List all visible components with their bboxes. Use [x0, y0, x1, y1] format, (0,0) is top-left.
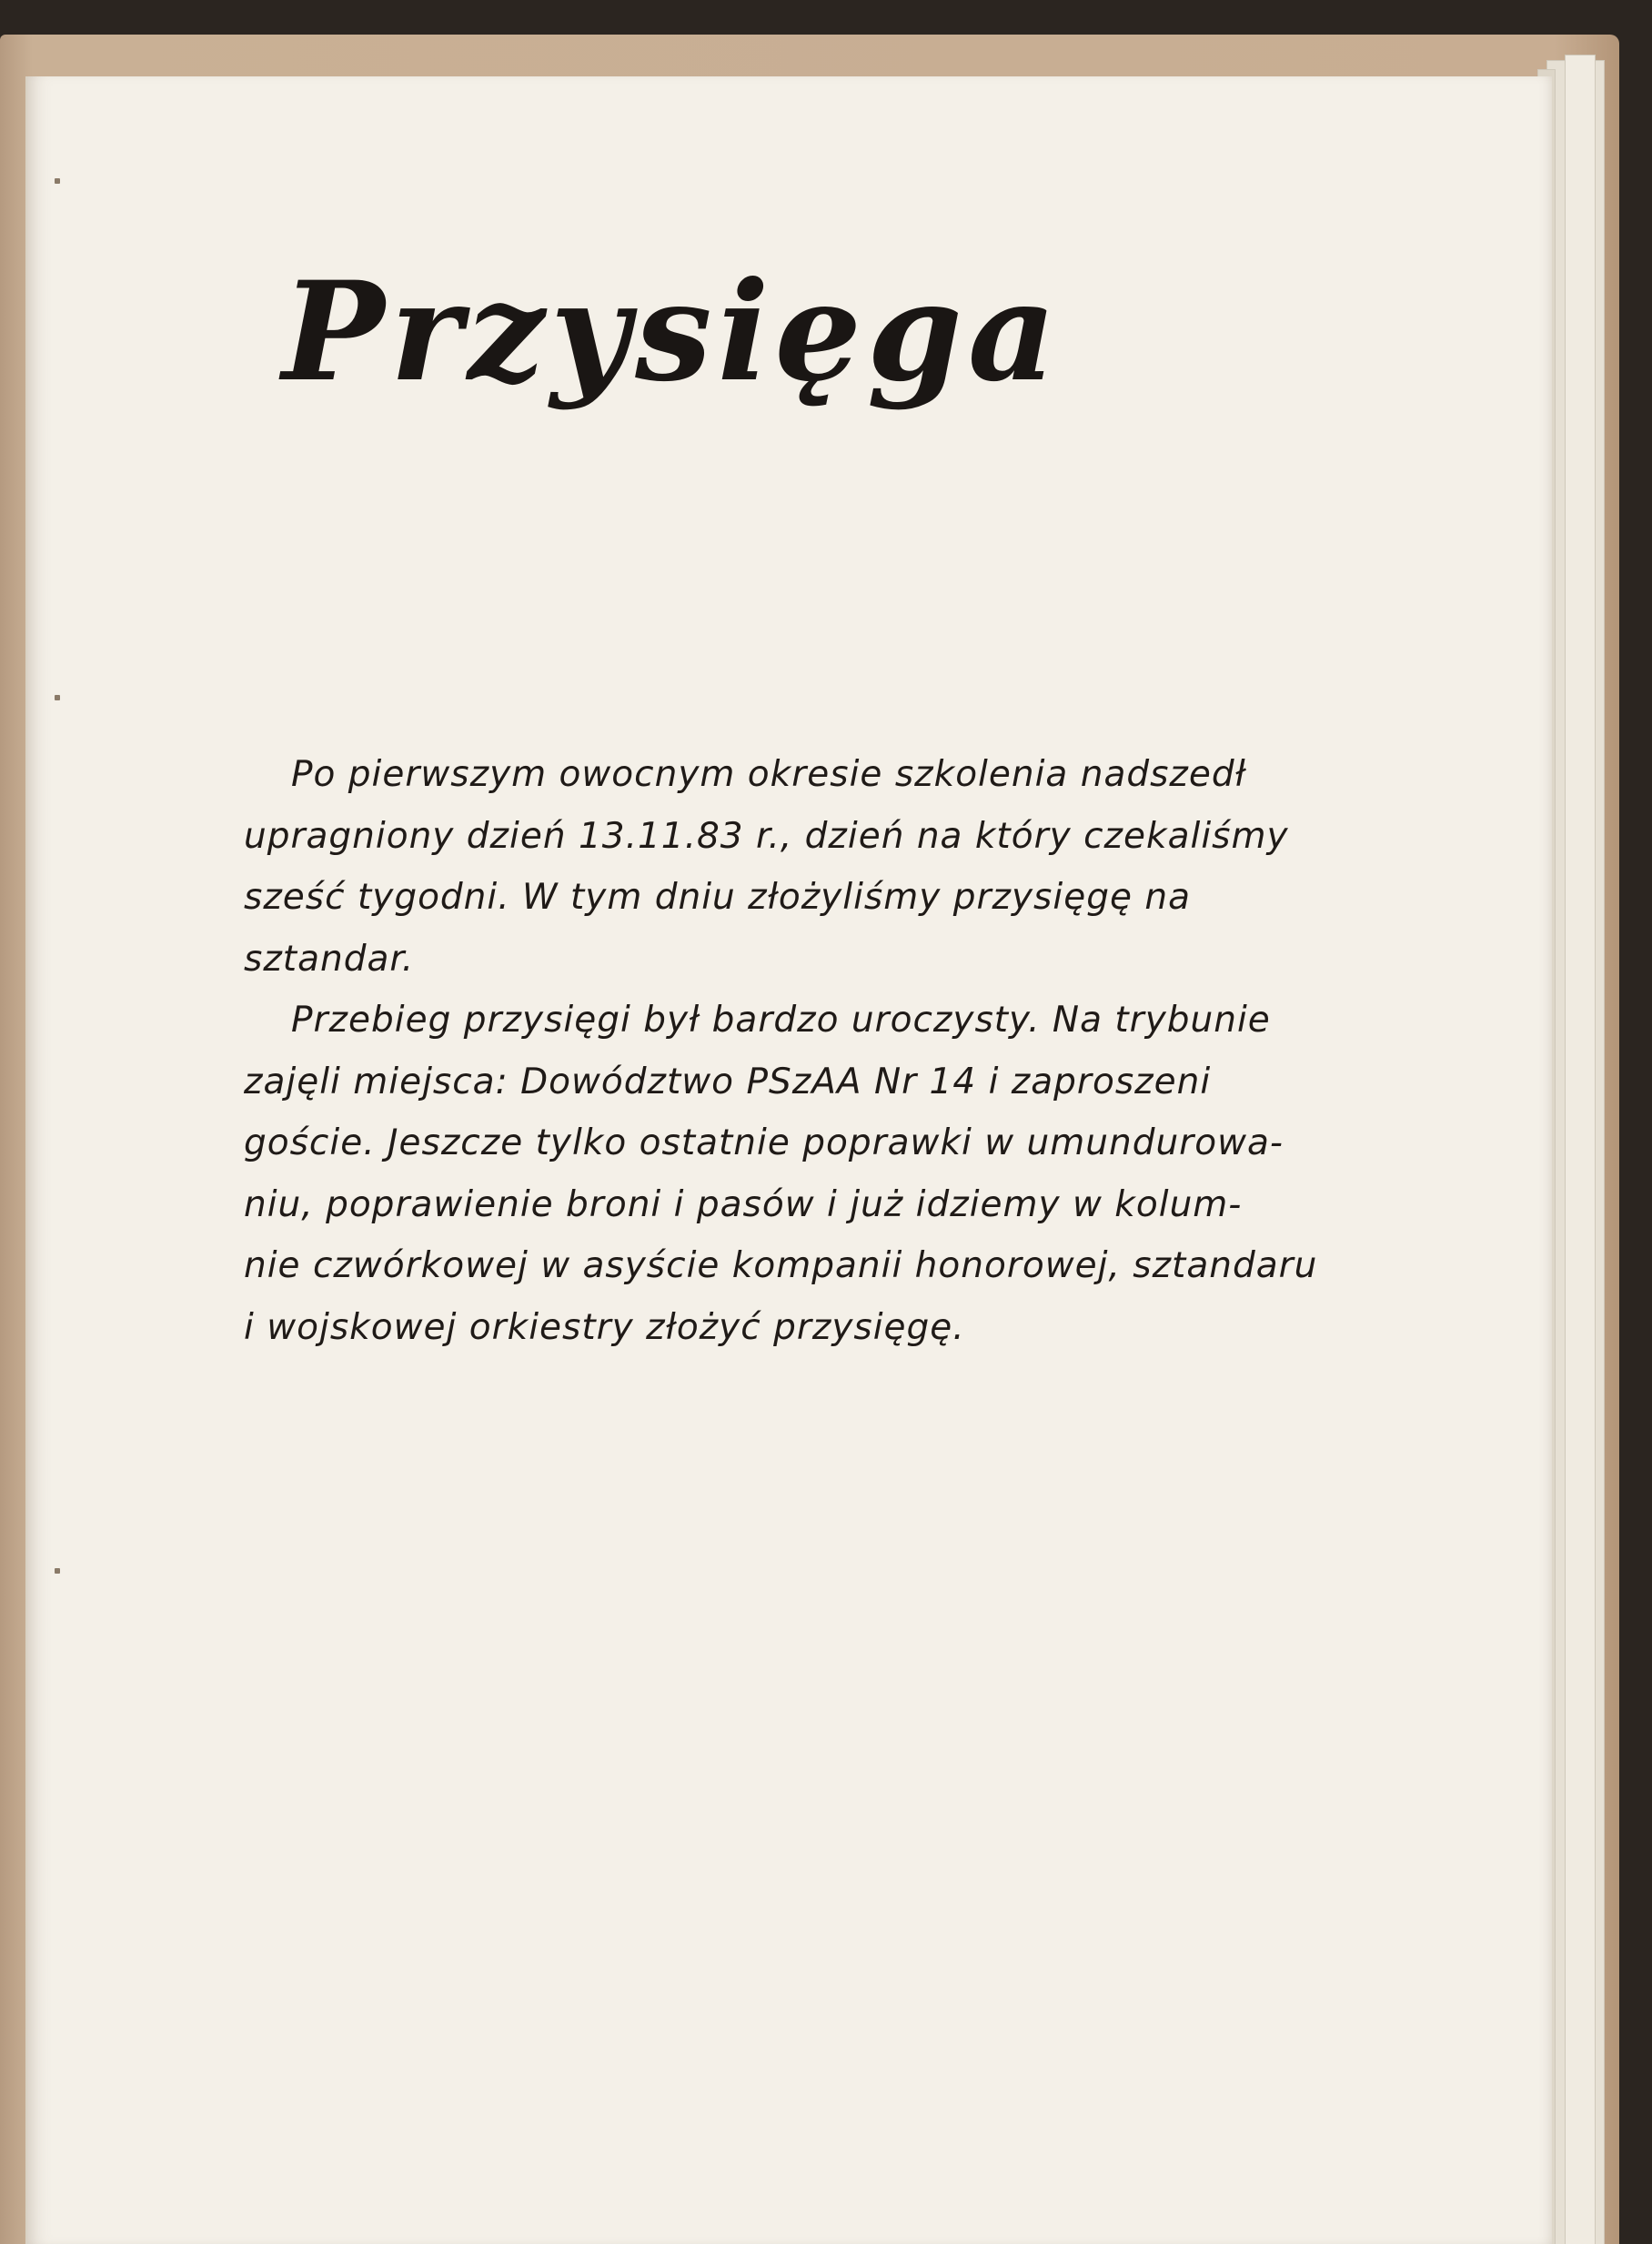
text-line: niu, poprawienie broni i pasów i już idziemy w kolum-	[244, 1183, 1243, 1225]
handwritten-text	[244, 744, 1536, 1358]
page-title: Przysięga	[282, 252, 1063, 412]
text-line: i wojskowej orkiestry złożyć przysięgę.	[244, 1306, 965, 1348]
text-line: Po pierwszym owocnym okresie szkolenia nadszedł	[291, 754, 1246, 795]
text-line: upragniony dzień 13.11.83 r., dzień na który czekaliśmy	[244, 815, 1289, 857]
text-line: sztandar.	[244, 938, 415, 980]
binding-stitch	[55, 1568, 60, 1574]
binding-stitch	[55, 178, 60, 184]
text-line: nie czwórkowej w asyście kompanii honorowej, sztandaru	[244, 1245, 1318, 1286]
text-line: goście. Jeszcze tylko ostatnie poprawki w umundurowa-	[244, 1122, 1284, 1163]
text-line: zajęli miejsca: Dowództwo PSzAA Nr 14 i zaproszeni	[244, 1061, 1212, 1102]
page-edges-outer	[1565, 55, 1596, 2244]
binding-stitch	[55, 695, 60, 700]
text-line: sześć tygodni. W tym dniu złożyliśmy przysięgę na	[244, 877, 1191, 918]
text-line: Przebieg przysięgi był bardzo uroczysty. Na trybunie	[291, 1000, 1271, 1041]
